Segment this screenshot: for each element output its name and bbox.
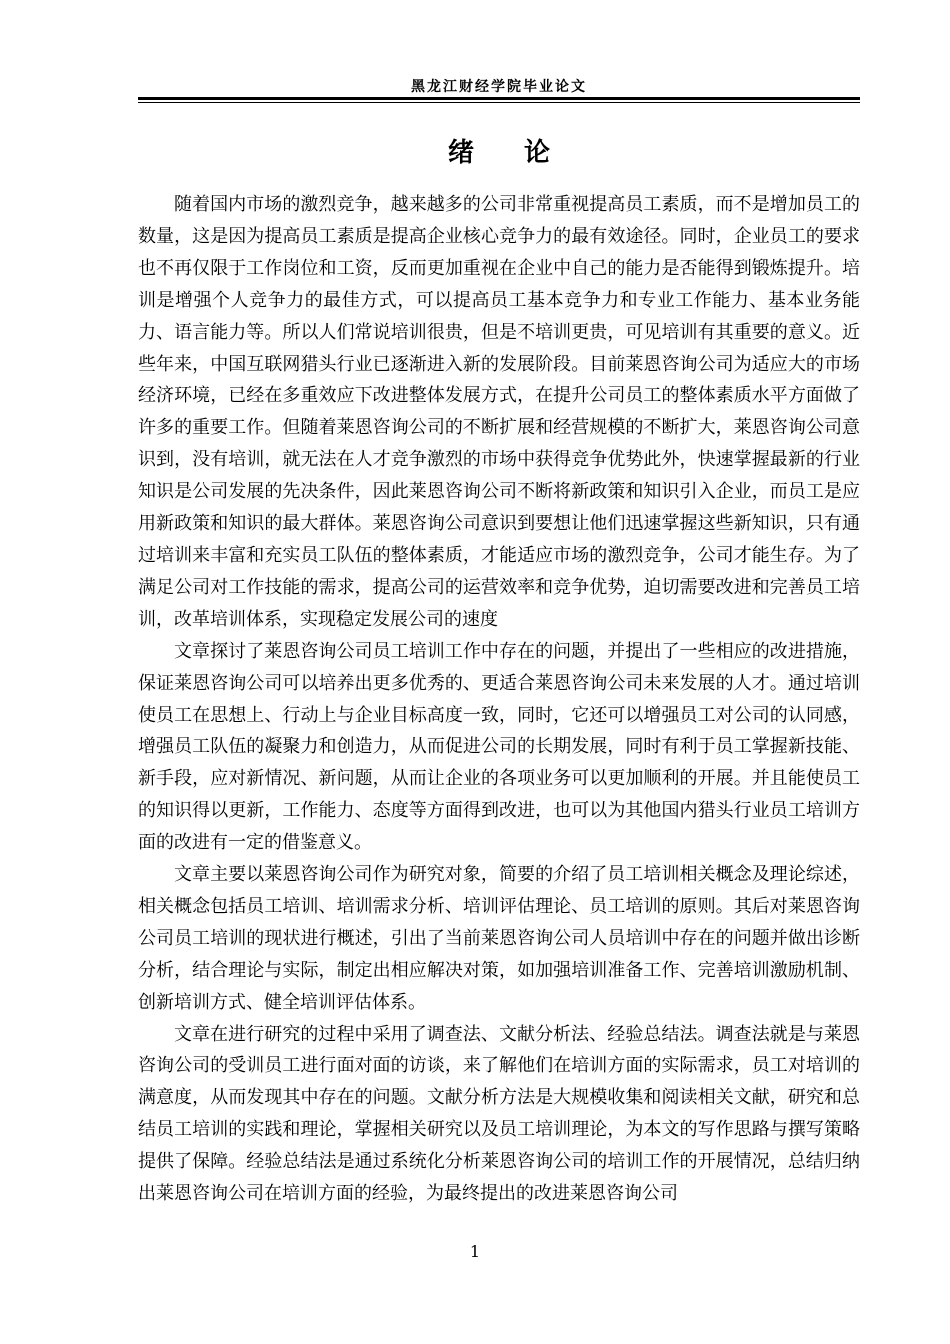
paragraph-2: 文章探讨了莱恩咨询公司员工培训工作中存在的问题，并提出了一些相应的改进措施，保证莱恩咨询公司可以培养出更多优秀的、更适合莱恩咨询公司未来发展的人才。通过培训使员工在思想上、行动上与企业目标高度一致，同时，它还可以增强员工对公司的认同感，增强员工队伍的凝聚力和创造力，从而促进公司的长期发展，同时有利于员工掌握新技能、新手段，应对新情况、新问题，从而让企业的各项业务可以更加顺利的开展。并且能使员工的知识得以更新，工作能力、态度等方面得到改进，也可以为其他国内猎头行业员工培训方面的改进有一定的借鉴意义。 bbox=[138, 640, 860, 854]
body-text bbox=[138, 189, 860, 1210]
running-header: 黑龙江财经学院毕业论文 bbox=[411, 79, 587, 95]
section-title: 绪论 bbox=[447, 138, 600, 168]
paragraph-4: 文章在进行研究的过程中采用了调查法、文献分析法、经验总结法。调查法就是与莱恩咨询公司的受训员工进行面对面的访谈，来了解他们在培训方面的实际需求，员工对培训的满意度，从而发现其中存在的问题。文献分析方法是大规模收集和阅读相关文献，研究和总结员工培训的实践和理论，掌握相关研究以及员工培训理论，为本文的写作思路与撰写策略提供了保障。经验总结法是通过系统化分析莱恩咨询公司的培训工作的开展情况，总结归纳出莱恩咨询公司在培训方面的经验，为最终提出的改进莱恩咨询公司 bbox=[138, 1023, 860, 1205]
page-number: 1 bbox=[469, 1242, 481, 1261]
header-rule-thin bbox=[138, 102, 860, 103]
paragraph-3: 文章主要以莱恩咨询公司作为研究对象，简要的介绍了员工培训相关概念及理论综述，相关概念包括员工培训、培训需求分析、培训评估理论、员工培训的原则。其后对莱恩咨询公司员工培训的现状进行概述，引出了当前莱恩咨询公司人员培训中存在的问题并做出诊断分析，结合理论与实际，制定出相应解决对策，如加强培训准备工作、完善培训激励机制、创新培训方式、健全培训评估体系。 bbox=[138, 864, 860, 1013]
header-rule-thick bbox=[138, 97, 860, 100]
paragraph-1: 随着国内市场的激烈竞争，越来越多的公司非常重视提高员工素质，而不是增加员工的数量，这是因为提高员工素质是提高企业核心竞争力的最有效途径。同时，企业员工的要求也不再仅限于工作岗位和工资，反而更加重视在企业中自己的能力是否能得到锻炼提升。培训是增强个人竞争力的最佳方式，可以提高员工基本竞争力和专业工作能力、基本业务能力、语言能力等。所以人们常说培训很贵，但是不培训更贵，可见培训有其重要的意义。近些年来，中国互联网猎头行业已逐渐进入新的发展阶段。目前莱恩咨询公司为适应大的市场经济环境，已经在多重效应下改进整体发展方式，在提升公司员工的整体素质水平方面做了许多的重要工作。但随着莱恩咨询公司的不断扩展和经营规模的不断扩大，莱恩咨询公司意识到，没有培训，就无法在人才竞争激烈的市场中获得竞争优势此外，快速掌握最新的行业知识是公司发展的先决条件，因此莱恩咨询公司不断将新政策和知识引入企业，而员工是应用新政策和知识的最大群体。莱恩咨询公司意识到要想让他们迅速掌握这些新知识，只有通过培训来丰富和充实员工队伍的整体素质，才能适应市场的激烈竞争，公司才能生存。为了满足公司对工作技能的需求，提高公司的运营效率和竞争优势，迫切需要改进和完善员工培训，改革培训体系，实现稳定发展公司的速度 bbox=[138, 194, 860, 630]
